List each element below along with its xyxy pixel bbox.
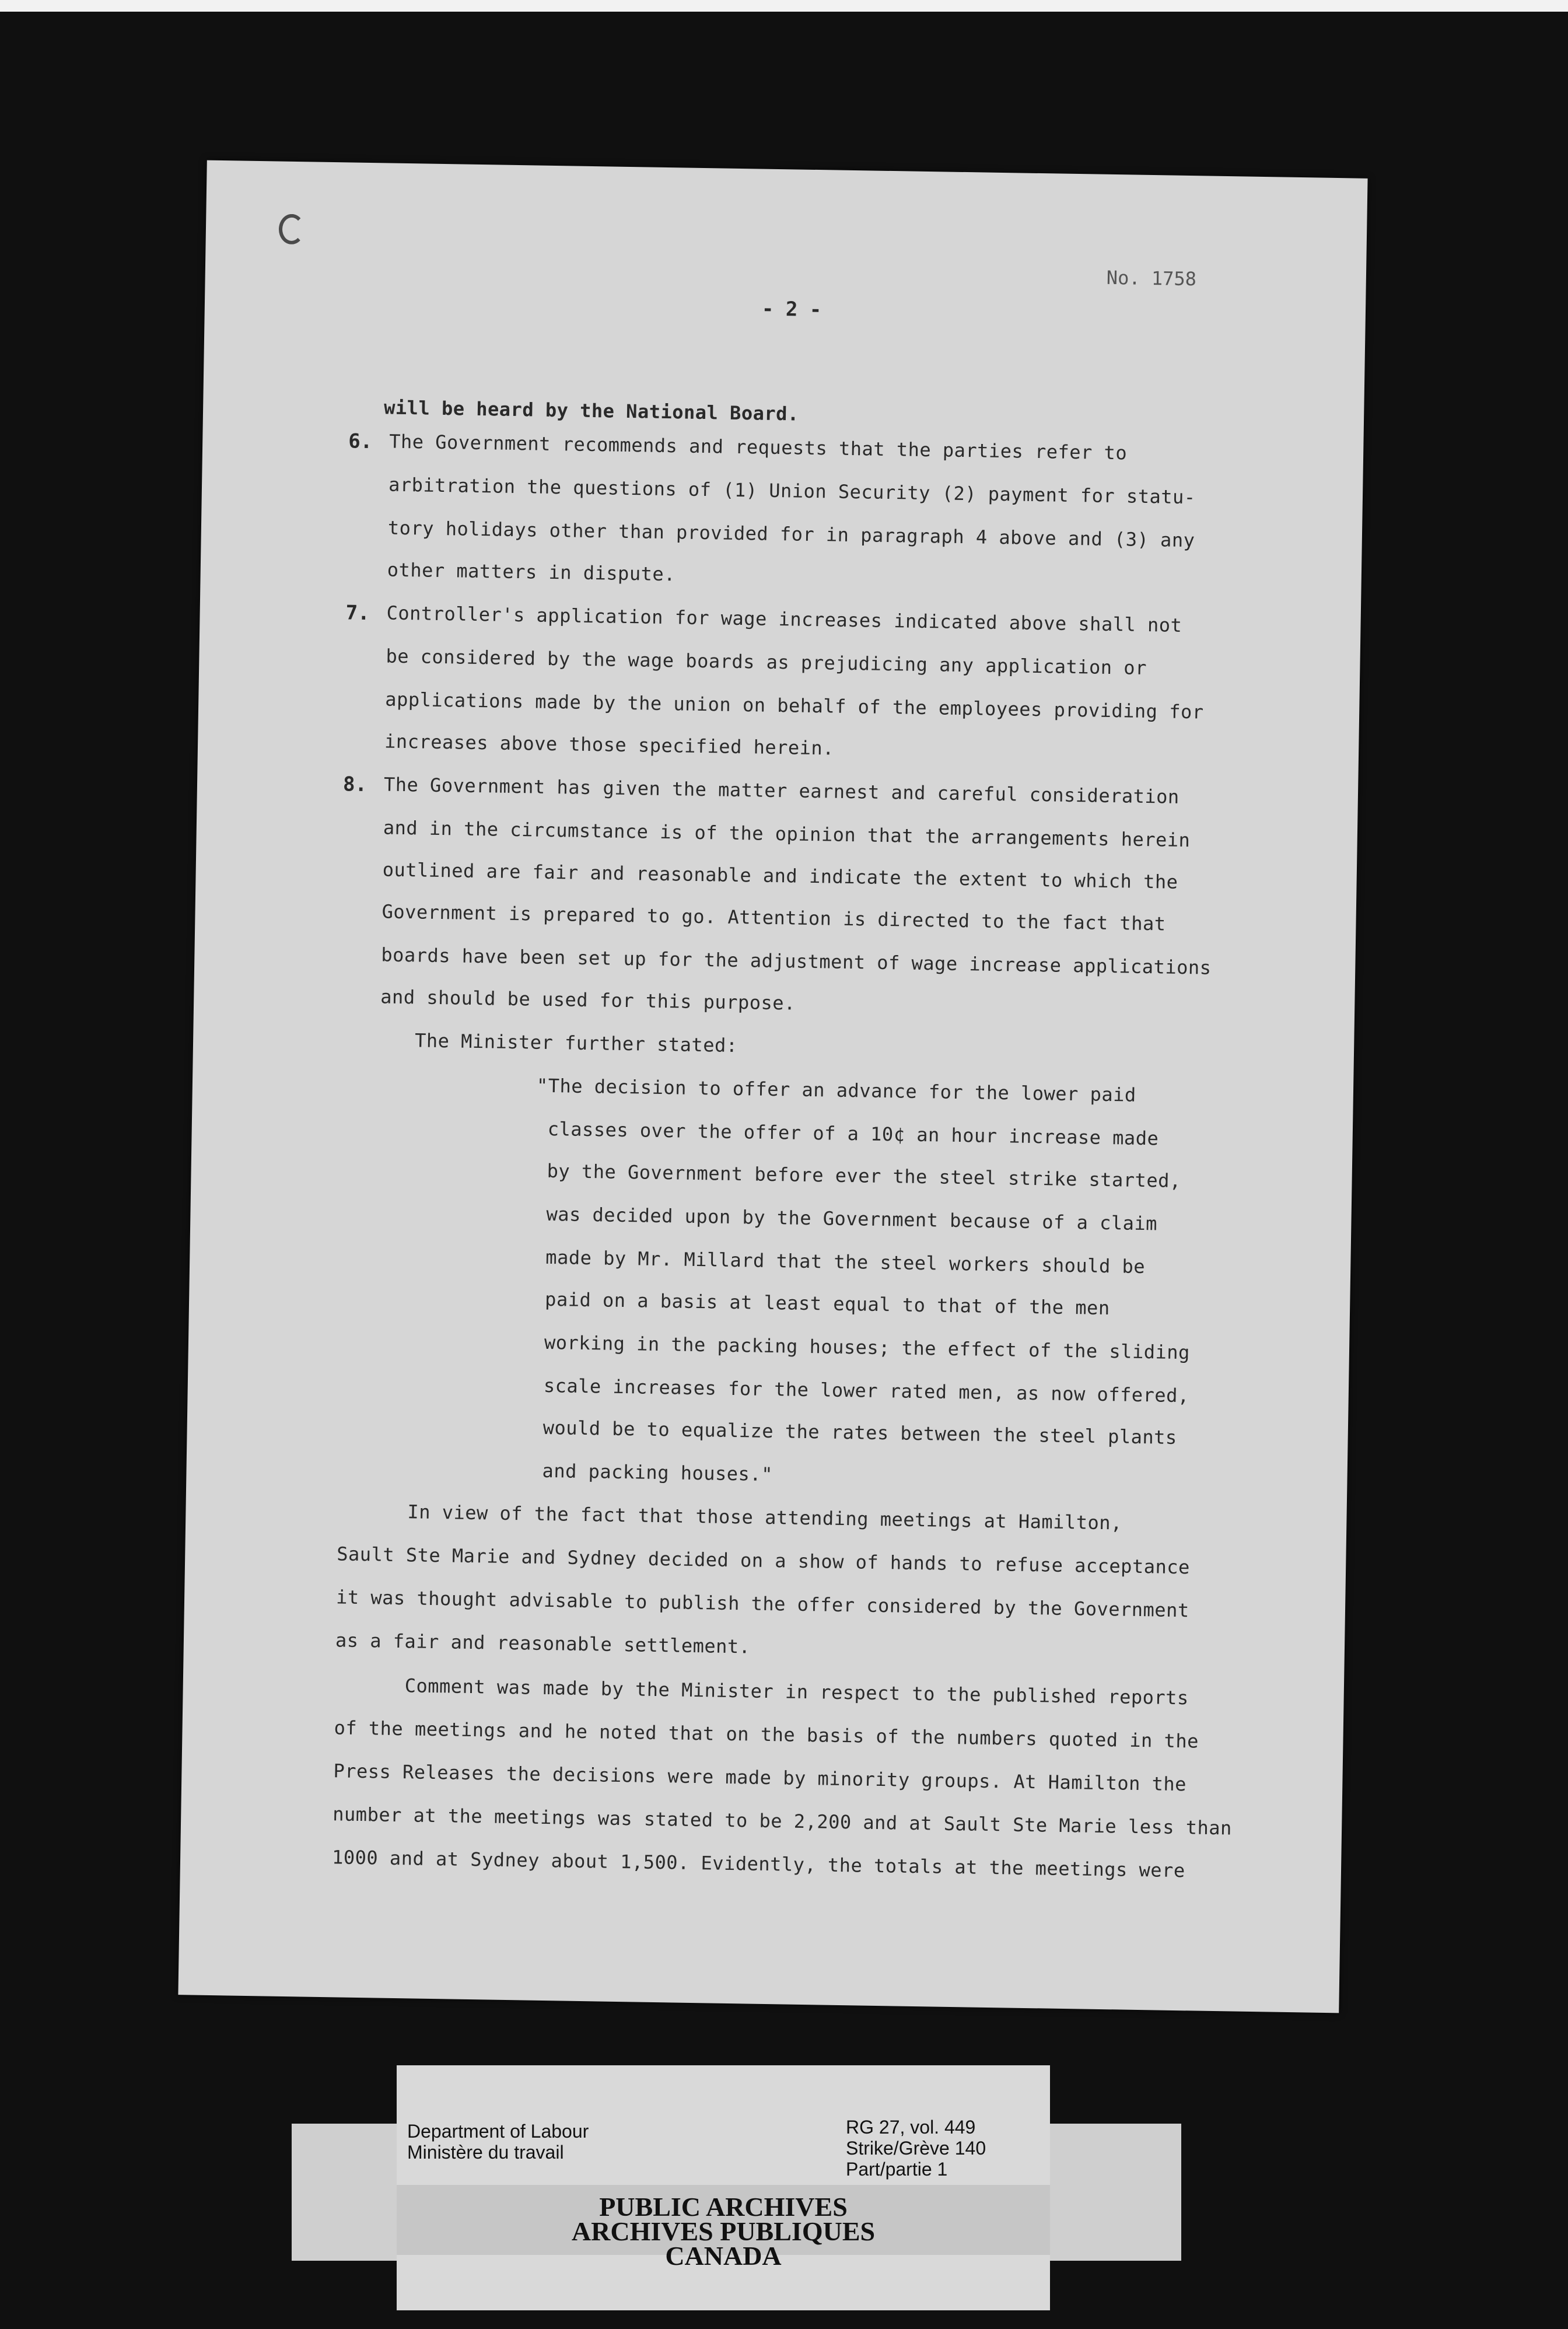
body-line: number at the meetings was stated to be 2,200 and at Sault Ste Marie less than [332,1803,1233,1840]
body-line: Sault Ste Marie and Sydney decided on a show of hands to refuse acceptance [337,1543,1191,1579]
body-line: The Minister further stated: [414,1029,738,1057]
body-line: increases above those specified herein. [384,730,835,760]
quote-line: classes over the offer of a 10¢ an hour increase made [547,1117,1159,1150]
department-en: Department of Labour [407,2121,589,2142]
page-number: - 2 - [761,297,822,322]
body-line: boards have been set up for the adjustment of wage increase applications [381,943,1212,979]
quote-line: "The decision to offer an advance for the lower paid [536,1074,1136,1106]
quote-line: by the Government before ever the steel strike started, [547,1159,1181,1193]
archive-name-line: PUBLIC ARCHIVES [599,2192,848,2222]
document-page [178,160,1367,2013]
body-line: as a fair and reasonable settlement. [335,1629,751,1658]
item-number: 6. [348,429,373,454]
reference-line: RG 27, vol. 449 [846,2117,976,2138]
quote-line: made by Mr. Millard that the steel workers should be [545,1246,1146,1278]
item-number: 8. [342,772,368,797]
body-line: Controller's application for wage increases indicated above shall not [386,602,1182,637]
body-line: outlined are fair and reasonable and indicate the extent to which the [382,858,1178,893]
quote-line: would be to equalize the rates between the steel plants [542,1416,1178,1449]
body-line: other matters in dispute. [387,558,676,586]
body-line: will be heard by the National Board. [383,396,799,425]
body-line: The Government has given the matter earnest and careful consideration [383,773,1180,808]
body-line: Government is prepared to go. Attention is directed to the fact that [382,900,1166,935]
archive-name [397,2192,1050,2271]
reference-line: Part/partie 1 [846,2159,948,2180]
body-line: it was thought advisable to publish the offer considered by the Government [335,1586,1189,1622]
quote-line: working in the packing houses; the effect of the sliding [544,1331,1191,1364]
corner-mark [279,214,305,245]
department-name [407,2121,589,2163]
archive-name-line: ARCHIVES PUBLIQUES [571,2216,876,2246]
body-line: applications made by the union on behalf of the employees providing for [385,688,1204,723]
item-number: 7. [345,601,370,625]
document-number: No. 1758 [1106,266,1197,291]
body-line: The Government recommends and requests that the parties refer to [388,430,1128,464]
quote-line: paid on a basis at least equal to that of the men [544,1288,1110,1320]
body-line: of the meetings and he noted that on the basis of the numbers quoted in the [334,1716,1199,1753]
body-line: be considered by the wage boards as prejudicing any application or [386,645,1147,679]
body-line: 1000 and at Sydney about 1,500. Evidently, the totals at the meetings were [331,1846,1185,1882]
body-line: tory holidays other than provided for in paragraph 4 above and (3) any [387,516,1195,552]
quote-line: scale increases for the lower rated men, as now offered, [543,1374,1189,1407]
reference-line: Strike/Grève 140 [846,2138,986,2159]
body-line: Comment was made by the Minister in respect to the published reports [404,1674,1189,1709]
body-line: and in the circumstance is of the opinion that the arrangements herein [383,816,1191,852]
quote-line: was decided upon by the Government because of a claim [546,1202,1158,1235]
quote-line: and packing houses." [542,1459,774,1486]
body-line: In view of the fact that those attending meetings at Hamilton, [407,1501,1123,1534]
archive-reference [846,2117,986,2180]
body-line: and should be used for this purpose. [380,985,796,1015]
archive-name-line: CANADA [665,2241,782,2271]
scan-top-edge [0,0,1568,12]
body-line: Press Releases the decisions were made by minority groups. At Hamilton the [333,1760,1187,1796]
body-line: arbitration the questions of (1) Union Security (2) payment for statu- [388,473,1196,509]
department-fr: Ministère du travail [407,2142,564,2163]
